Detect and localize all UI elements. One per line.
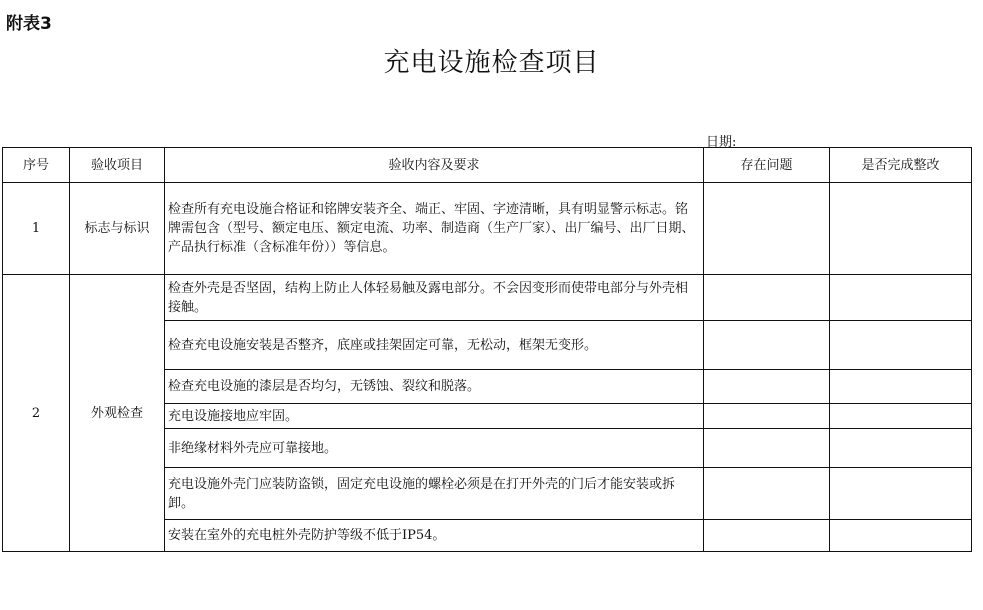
requirement-cell: 检查外壳是否坚固，结构上防止人体轻易触及露电部分。不会因变形而使带电部分与外壳相接触。 [165,275,704,321]
issues-cell[interactable] [704,520,830,552]
done-cell[interactable] [830,321,972,370]
page-title: 充电设施检查项目 [383,48,600,78]
inspection-table [2,147,972,552]
done-cell[interactable] [830,520,972,552]
done-cell[interactable] [830,275,972,321]
requirement-cell: 充电设施外壳门应装防盗锁，固定充电设施的螺栓必须是在打开外壳的门后才能安装或拆卸。 [165,468,704,520]
issues-cell[interactable] [704,370,830,404]
issues-cell[interactable] [704,321,830,370]
header-done: 是否完成整改 [830,148,972,183]
item-cell: 标志与标识 [70,183,165,275]
requirement-cell: 充电设施接地应牢固。 [165,404,704,429]
requirement-cell: 安装在室外的充电桩外壳防护等级不低于IP54。 [165,520,704,552]
done-cell[interactable] [830,404,972,429]
issues-cell[interactable] [704,275,830,321]
seq-cell: 1 [3,183,70,275]
requirement-cell: 非绝缘材料外壳应可靠接地。 [165,429,704,468]
issues-cell[interactable] [704,183,830,275]
header-seq: 序号 [3,148,70,183]
issues-cell[interactable] [704,429,830,468]
table-row [3,183,972,275]
date-label: 日期: [706,135,737,150]
header-content: 验收内容及要求 [165,148,704,183]
header-item: 验收项目 [70,148,165,183]
table-row [3,275,972,321]
seq-cell: 2 [3,275,70,552]
requirement-cell: 检查充电设施安装是否整齐，底座或挂架固定可靠，无松动，框架无变形。 [165,321,704,370]
appendix-label: 附表3 [6,14,52,34]
done-cell[interactable] [830,183,972,275]
item-cell: 外观检查 [70,275,165,552]
issues-cell[interactable] [704,468,830,520]
done-cell[interactable] [830,429,972,468]
issues-cell[interactable] [704,404,830,429]
header-issues: 存在问题 [704,148,830,183]
done-cell[interactable] [830,468,972,520]
requirement-cell: 检查所有充电设施合格证和铭牌安装齐全、端正、牢固、字迹清晰，具有明显警示标志。铭牌需包含（型号、额定电压、额定电流、功率、制造商（生产厂家）、出厂编号、出厂日期、产品执行标准（含标准年份））等信息。 [165,183,704,275]
done-cell[interactable] [830,370,972,404]
header-row [3,148,972,183]
requirement-cell: 检查充电设施的漆层是否均匀，无锈蚀、裂纹和脱落。 [165,370,704,404]
